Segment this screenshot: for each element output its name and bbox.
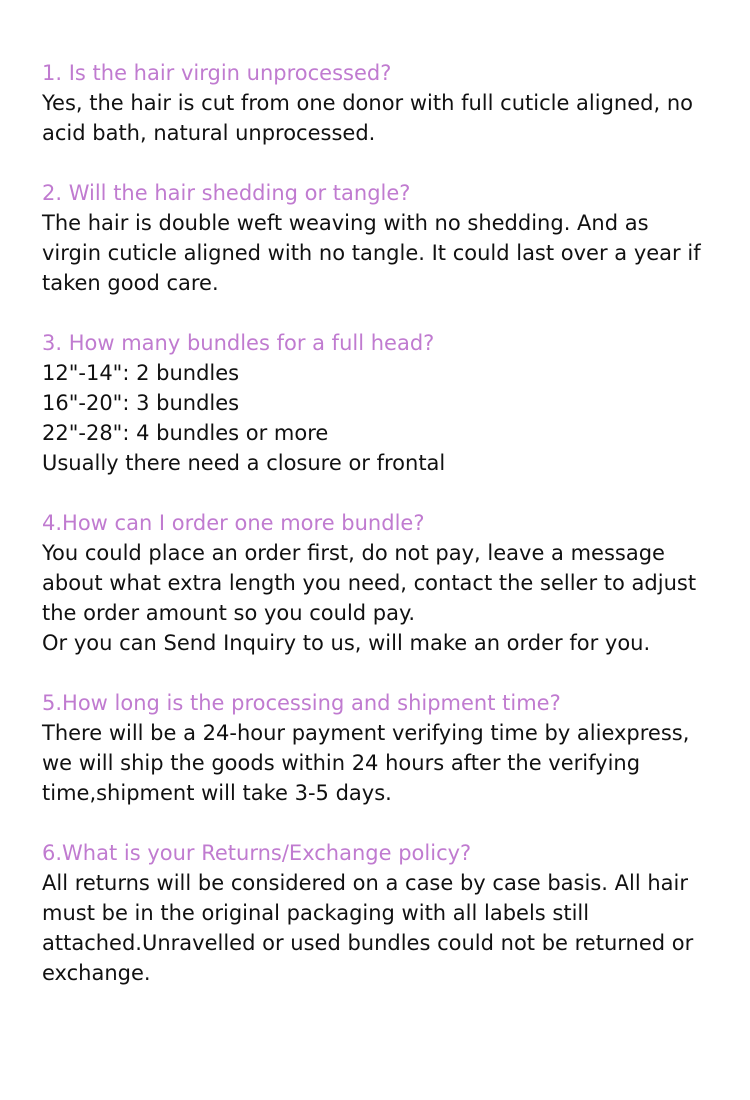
faq-answer-line: the order amount so you could pay. xyxy=(42,601,416,625)
faq-answer-line: There will be a 24-hour payment verifying time by aliexpress, xyxy=(42,721,690,745)
faq-answer-line: attached.Unravelled or used bundles could not be returned or xyxy=(42,931,694,955)
faq-item-virgin xyxy=(42,58,722,148)
faq-answer-line: acid bath, natural unprocessed. xyxy=(42,121,376,145)
faq-answer-line: 12"-14": 2 bundles xyxy=(42,361,240,385)
faq-item-order xyxy=(42,508,722,658)
faq-item-bundles xyxy=(42,328,722,478)
faq-answer-line: You could place an order first, do not pay, leave a message xyxy=(42,541,665,565)
faq-answer-line: taken good care. xyxy=(42,271,219,295)
faq-answer-line: Yes, the hair is cut from one donor with full cuticle aligned, no xyxy=(42,91,693,115)
faq-answer-line: time,shipment will take 3-5 days. xyxy=(42,781,392,805)
faq-question: 1. Is the hair virgin unprocessed? xyxy=(42,61,392,85)
faq-answer-line: The hair is double weft weaving with no shedding. And as xyxy=(42,211,649,235)
faq-answer-line: must be in the original packaging with all labels still xyxy=(42,901,590,925)
faq-question: 6.What is your Returns/Exchange policy? xyxy=(42,841,472,865)
faq-answer-line: All returns will be considered on a case by case basis. All hair xyxy=(42,871,688,895)
faq-answer-line: Or you can Send Inquiry to us, will make an order for you. xyxy=(42,631,651,655)
faq-item-returns xyxy=(42,838,722,988)
faq-answer-line: we will ship the goods within 24 hours after the verifying xyxy=(42,751,641,775)
faq-answer-line: 22"-28": 4 bundles or more xyxy=(42,421,329,445)
faq-answer-line: 16"-20": 3 bundles xyxy=(42,391,240,415)
faq-question: 3. How many bundles for a full head? xyxy=(42,331,435,355)
faq-answer-line: Usually there need a closure or frontal xyxy=(42,451,446,475)
faq-question: 2. Will the hair shedding or tangle? xyxy=(42,181,411,205)
faq-item-shedding xyxy=(42,178,722,298)
faq-list xyxy=(42,58,722,1018)
faq-answer-line: exchange. xyxy=(42,961,151,985)
faq-answer-line: about what extra length you need, contact the seller to adjust xyxy=(42,571,697,595)
faq-question: 4.How can I order one more bundle? xyxy=(42,511,425,535)
faq-question: 5.How long is the processing and shipment time? xyxy=(42,691,561,715)
faq-answer-line: virgin cuticle aligned with no tangle. It could last over a year if xyxy=(42,241,701,265)
faq-item-shipping xyxy=(42,688,722,808)
